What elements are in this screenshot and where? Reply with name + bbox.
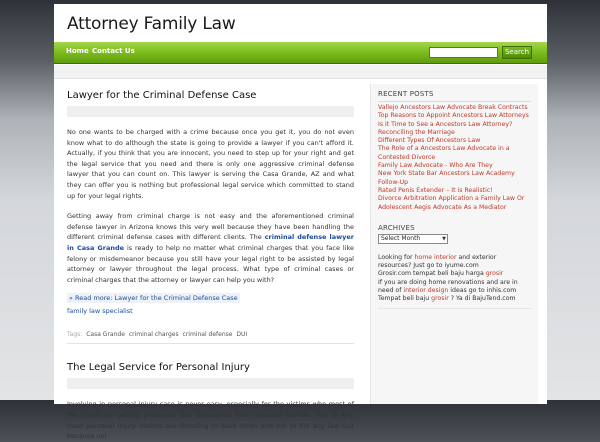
ad-block (378, 254, 531, 304)
sidebar (370, 84, 538, 404)
archives-title: ARCHIVES (378, 223, 415, 232)
recent-post-link[interactable]: New York State Bar Ancestors Law Academy Follow-Up (378, 170, 515, 186)
tag-link[interactable]: criminal defense (182, 331, 233, 339)
nav-item-home[interactable]: Home (66, 47, 89, 55)
recent-post-link[interactable]: Top Reasons to Appoint Ancestors Law Attorneys (378, 112, 529, 120)
recent-post-link[interactable]: Different Types Of Ancestors Law (378, 137, 481, 145)
nav-bar (54, 42, 547, 64)
tag-link[interactable]: criminal charges (128, 331, 179, 339)
family-law-link[interactable]: family law specialist (67, 307, 133, 316)
ad-text: Grosir.com tempat beli baju harga (378, 270, 486, 278)
ad-link[interactable]: home interior (414, 253, 457, 261)
ad-line (378, 295, 531, 303)
header-band (54, 65, 547, 79)
inline-link[interactable]: criminal defense lawyer in Casa Grande (67, 233, 354, 252)
tag-link[interactable]: Casa Grande (86, 331, 125, 339)
archives-selected-value: Select Month (381, 234, 421, 242)
post (67, 362, 354, 441)
recent-post-link[interactable]: Is it Time to See a Ancestors Law Attorney? (378, 120, 513, 128)
recent-post-link[interactable]: Reconciling the Marriage (378, 128, 455, 136)
tags-label: Tags: (67, 331, 83, 339)
recent-post-link[interactable]: Rated Penis Extender – It is Realistic! (378, 186, 493, 194)
post-divider (67, 343, 354, 344)
search-input[interactable] (429, 47, 498, 58)
post-paragraph: No one wants to be charged with a crime because once you get it, you do not even know what to do although the state is going to provide a lawyer if you can't afford it. Actually, if you think that you are innocent, you need to step up for your right and get the legal service that you need and there is only one aggressive criminal defense lawyer that you can count on. This lawyer is serving the Casa Grande, AZ and what they can offer you is nothing but professional legal service which committed to stand up for your legal rights. (67, 128, 354, 200)
recent-post-link[interactable]: Vallejo Ancestors Law Advocate Break Contracts (378, 104, 528, 111)
ad-text: ? Ya di BajuTend.com (448, 295, 516, 303)
post-paragraph: Involving in personal injury case is never easy, especially for the victims who most of the times are getting pressured and threatened from unknown parties. This is why most personal injury victims are choosing to back down and not to file any law suit because not (67, 400, 354, 441)
tag-link[interactable]: DUI (236, 331, 248, 339)
ad-link[interactable]: grosir (431, 295, 449, 303)
recent-post-link[interactable]: Divorce Arbitration Application a Family Law Or Adolescent Aegis Advocate As a Mediator (378, 195, 525, 211)
widget-divider (378, 101, 531, 102)
site-header (54, 4, 547, 42)
site-title[interactable]: Attorney Family Law (67, 14, 236, 34)
post (67, 90, 354, 344)
archives-dropdown[interactable] (378, 234, 448, 244)
recent-posts-list (378, 104, 531, 212)
ad-line (378, 279, 531, 296)
post-title[interactable]: Lawyer for the Criminal Defense Case (67, 90, 257, 101)
page-wrapper (54, 4, 547, 441)
paragraph-text: is ready to help no matter what criminal charges that you face like felony or misdemeanor because you still have your legal right to be assisted by legal attorney or lawyer throughout the legal process. What type of criminal cases or criminal charges that the attorney or lawyer can help you with? (67, 243, 354, 284)
ad-link[interactable]: grosir (485, 270, 504, 278)
ad-link[interactable]: interior design (403, 287, 449, 295)
ad-line (378, 270, 531, 278)
ad-text: and exterior resources? Just go to iyume.com (378, 253, 497, 270)
recent-post-link[interactable]: The Role of a Ancestors Law Advocate in a Contested Divorce (378, 145, 510, 161)
main-content (67, 90, 354, 441)
paragraph-text: Getting away from criminal charge is not easy and the aforementioned criminal defense lawyer in Arizona knows this very well because they have been handling the different criminal defense cases with different clients. The (67, 212, 354, 242)
recent-post-link[interactable]: Family Law Advocate - Who Are They (378, 162, 493, 170)
post-meta-bar (67, 378, 354, 389)
ad-text: If you are doing home renovations and are in need of (378, 278, 518, 295)
post-title[interactable]: The Legal Service for Personal Injury (67, 362, 250, 374)
sidebar-divider (378, 308, 531, 309)
spacer (378, 244, 531, 254)
chevron-down-icon: ▼ (442, 235, 446, 242)
ad-line (378, 254, 531, 271)
post-meta-bar (67, 106, 354, 117)
search-button[interactable]: Search (502, 46, 532, 59)
post-tags (67, 331, 354, 338)
ad-text: Tempat beli baju (378, 295, 432, 303)
recent-posts-title: RECENT POSTS (378, 90, 434, 98)
read-more-link[interactable]: » Read more: Lawyer for the Criminal Defense Case (69, 294, 238, 303)
ad-text: ideas go to inhis.com (448, 287, 517, 295)
nav-item-contact[interactable]: Contact Us (92, 47, 135, 55)
spacer (378, 212, 531, 222)
ad-text: Looking for (378, 253, 415, 261)
post-paragraph (67, 211, 354, 285)
